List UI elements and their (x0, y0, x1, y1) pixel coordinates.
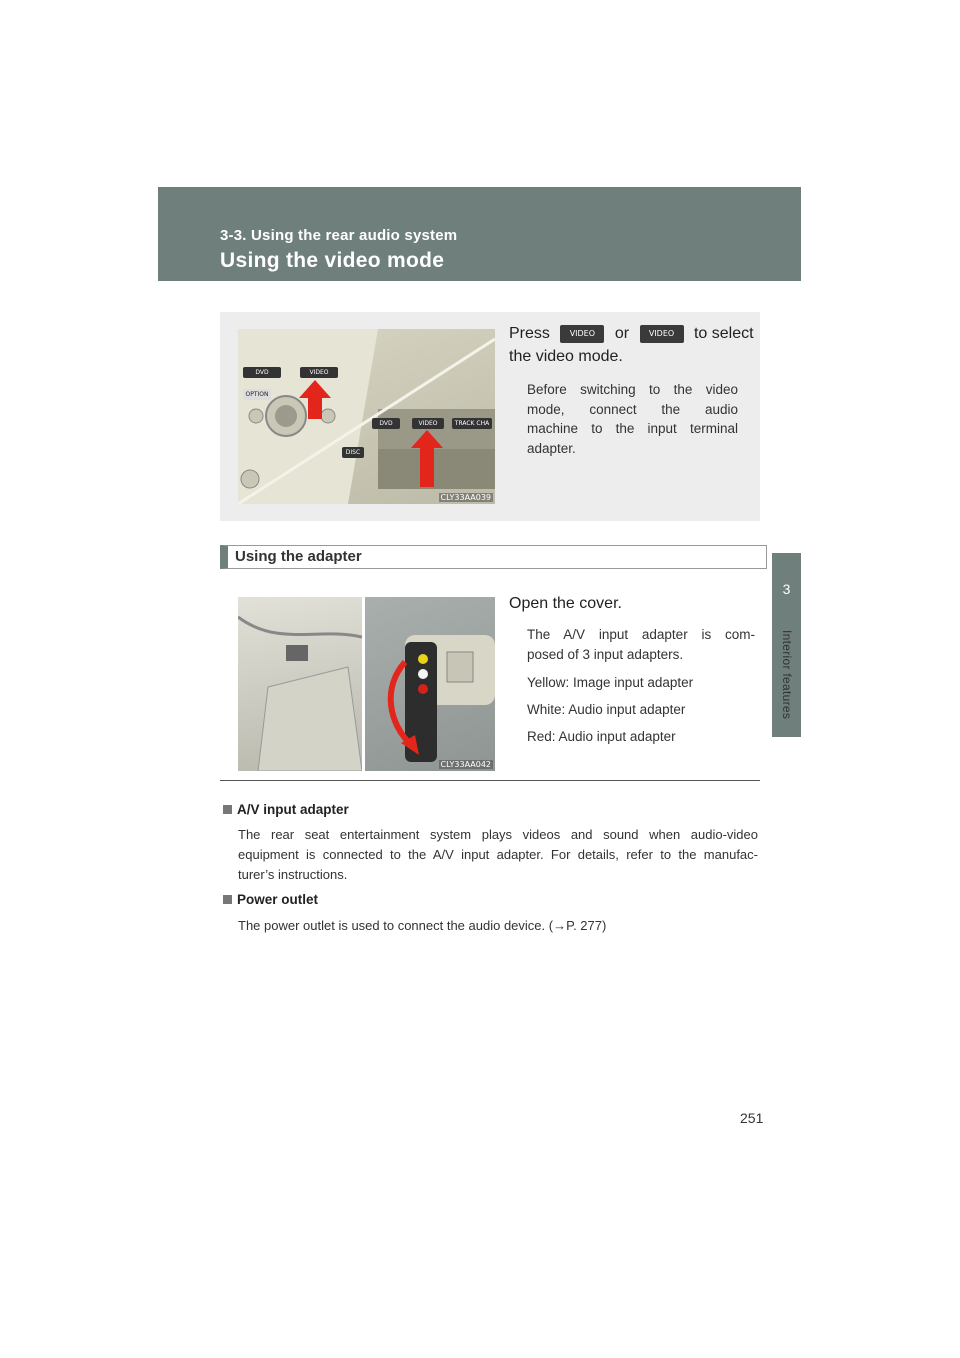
step-text: Open the cover. (509, 595, 622, 612)
cabin-photo (238, 597, 362, 771)
video-key-icon: VIDEO (560, 325, 604, 343)
page-title: Using the video mode (220, 249, 445, 272)
note-heading-text: Power outlet (237, 892, 319, 907)
note-paragraph-line: turer’s instructions. (238, 867, 348, 882)
or-text: or (614, 325, 630, 343)
red-arrow-stem-1 (308, 397, 322, 419)
section-label: 3-3. Using the rear audio system (220, 227, 458, 244)
chapter-label: Interior features (780, 630, 794, 720)
image-code: CLY33AA039 (440, 493, 491, 502)
adapter-photo (365, 597, 495, 771)
subheading: Using the adapter (235, 548, 362, 565)
note-heading (223, 802, 349, 817)
square-bullet-icon (223, 805, 232, 814)
note-heading-text: A/V input adapter (237, 802, 349, 817)
note-line: Before switching to the video (527, 382, 738, 397)
note-paragraph-line: equipment is connected to the A/V input adapter. For details, refer to the manufac- (238, 847, 758, 862)
image-code-2: CLY33AA042 (440, 760, 491, 769)
panel-track-button: TRACK CHA (452, 418, 492, 429)
chapter-number: 3 (782, 581, 791, 597)
adapter-desc-line2: posed of 3 input adapters. (527, 647, 684, 662)
page-header (158, 187, 801, 281)
adapter-item: White: Audio input adapter (527, 702, 686, 717)
red-arrow-icon-1 (299, 380, 331, 398)
panel-dvd-button: DVD (372, 418, 400, 429)
note-paragraph-line: The rear seat entertainment system plays videos and sound when audio-video (238, 827, 758, 842)
note-line: mode, connect the audio (527, 402, 738, 417)
press-suffix: to select (693, 325, 754, 343)
red-arrow-stem-2 (420, 447, 434, 487)
note-line: adapter. (527, 441, 576, 456)
video-key-icon-2: VIDEO (640, 325, 684, 343)
remote-illustration (238, 329, 495, 504)
panel-disc-button: DISC (342, 447, 364, 458)
remote-dvd-button: DVD (243, 367, 281, 378)
panel-video-button: VIDEO (412, 418, 444, 429)
note-heading (223, 892, 318, 907)
cabin-illustration (238, 597, 362, 771)
adapter-item: Red: Audio input adapter (527, 729, 676, 744)
remote-option-button: OPTION (243, 389, 271, 400)
note-line: machine to the input terminal (527, 421, 738, 436)
square-bullet-icon (223, 895, 232, 904)
press-prefix: Press (509, 325, 550, 343)
adapter-desc-line1: The A/V input adapter is com- (527, 627, 755, 642)
red-arrow-icon-2 (411, 430, 443, 448)
section-divider (220, 780, 760, 781)
subheading-box (220, 545, 767, 569)
note-paragraph-line: The power outlet is used to connect the audio device. (→P. 277) (238, 918, 607, 933)
remote-video-button: VIDEO (300, 367, 338, 378)
adapter-illustration (365, 597, 495, 771)
adapter-item: Yellow: Image input adapter (527, 675, 694, 690)
press-instruction-line2: the video mode. (509, 348, 623, 365)
remote-and-panel-photo (238, 329, 495, 504)
page-number: 251 (740, 1110, 764, 1126)
press-instruction (509, 325, 754, 343)
